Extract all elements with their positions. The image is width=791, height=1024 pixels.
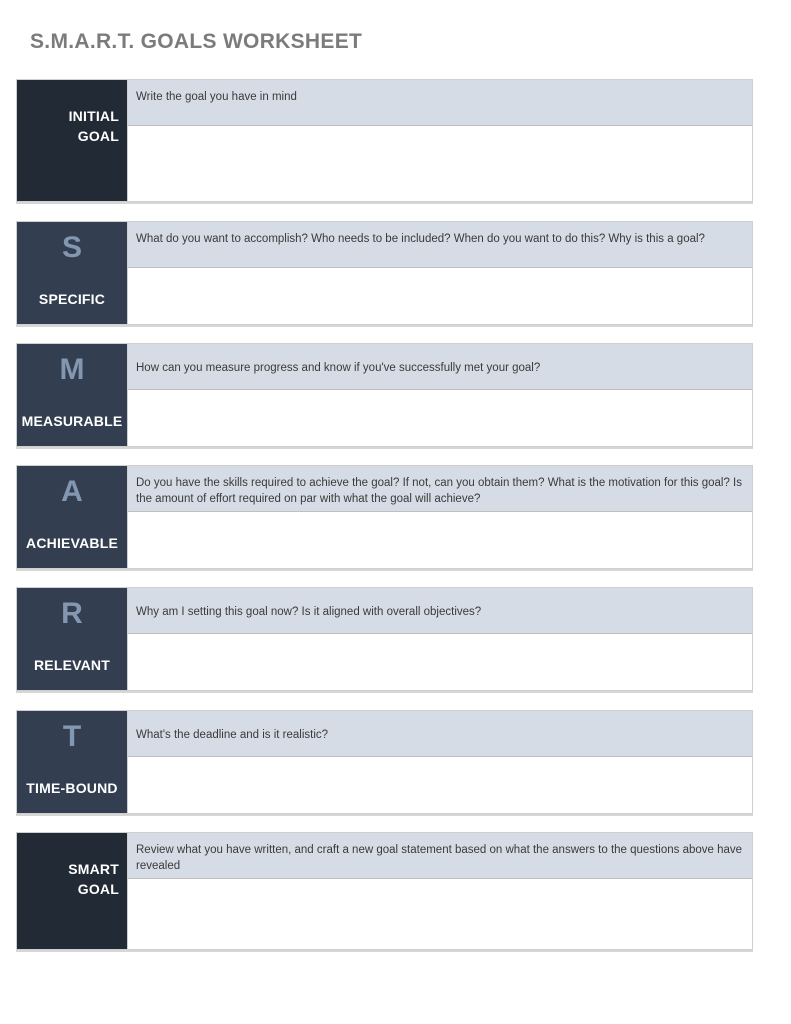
initial-goal-content (127, 80, 752, 201)
initial-goal-label-line2: GOAL (77, 128, 119, 144)
specific-answer-field[interactable] (128, 268, 752, 324)
relevant-label-panel (17, 588, 127, 690)
relevant-answer-field[interactable] (128, 634, 752, 690)
measurable-content (127, 344, 752, 446)
specific-label: SPECIFIC (38, 291, 106, 307)
measurable-answer-field[interactable] (128, 390, 752, 446)
smart-goal-prompt: Review what you have written, and craft a new goal statement based on what the answers to the questions above have revealed (128, 833, 752, 879)
specific-content (127, 222, 752, 324)
page-title: S.M.A.R.T. GOALS WORKSHEET (30, 30, 363, 53)
initial-goal-section (16, 79, 753, 202)
achievable-letter: A (61, 475, 83, 508)
time-bound-answer-field[interactable] (128, 757, 752, 813)
initial-goal-answer-field[interactable] (128, 126, 752, 201)
achievable-section (16, 465, 753, 569)
time-bound-prompt: What's the deadline and is it realistic? (128, 711, 752, 757)
achievable-label-panel (17, 466, 127, 568)
achievable-content (127, 466, 752, 568)
smart-goal-label (68, 859, 119, 899)
initial-goal-label (69, 106, 119, 146)
specific-prompt: What do you want to accomplish? Who needs to be included? When do you want to do this? Why is this a goal? (128, 222, 752, 268)
relevant-label: RELEVANT (33, 657, 110, 673)
achievable-prompt: Do you have the skills required to achieve the goal? If not, can you obtain them? What is the motivation for this goal? Is the amount of effort required on par with what the goal will achieve? (128, 466, 752, 512)
smart-goal-label-line2: GOAL (77, 881, 119, 897)
smart-goal-label-line1: SMART (68, 861, 119, 877)
specific-section (16, 221, 753, 325)
measurable-section (16, 343, 753, 447)
smart-goal-content (127, 833, 752, 949)
specific-label-panel (17, 222, 127, 324)
measurable-letter: M (59, 353, 85, 386)
achievable-answer-field[interactable] (128, 512, 752, 568)
initial-goal-label-panel (17, 80, 127, 201)
relevant-letter: R (61, 597, 83, 630)
achievable-label: ACHIEVABLE (26, 535, 118, 551)
time-bound-letter: T (62, 720, 82, 753)
relevant-prompt: Why am I setting this goal now? Is it aligned with overall objectives? (128, 588, 752, 634)
relevant-content (127, 588, 752, 690)
time-bound-label: TIME-BOUND (26, 780, 118, 796)
smart-goal-label-panel (17, 833, 127, 949)
time-bound-label-panel (17, 711, 127, 813)
time-bound-content (127, 711, 752, 813)
initial-goal-prompt: Write the goal you have in mind (128, 80, 752, 126)
smart-goal-answer-field[interactable] (128, 879, 752, 949)
measurable-prompt: How can you measure progress and know if you've successfully met your goal? (128, 344, 752, 390)
time-bound-section (16, 710, 753, 814)
measurable-label: MEASURABLE (21, 413, 123, 429)
measurable-label-panel (17, 344, 127, 446)
initial-goal-label-line1: INITIAL (68, 108, 119, 124)
specific-letter: S (61, 231, 82, 264)
relevant-section (16, 587, 753, 691)
smart-goal-section (16, 832, 753, 950)
